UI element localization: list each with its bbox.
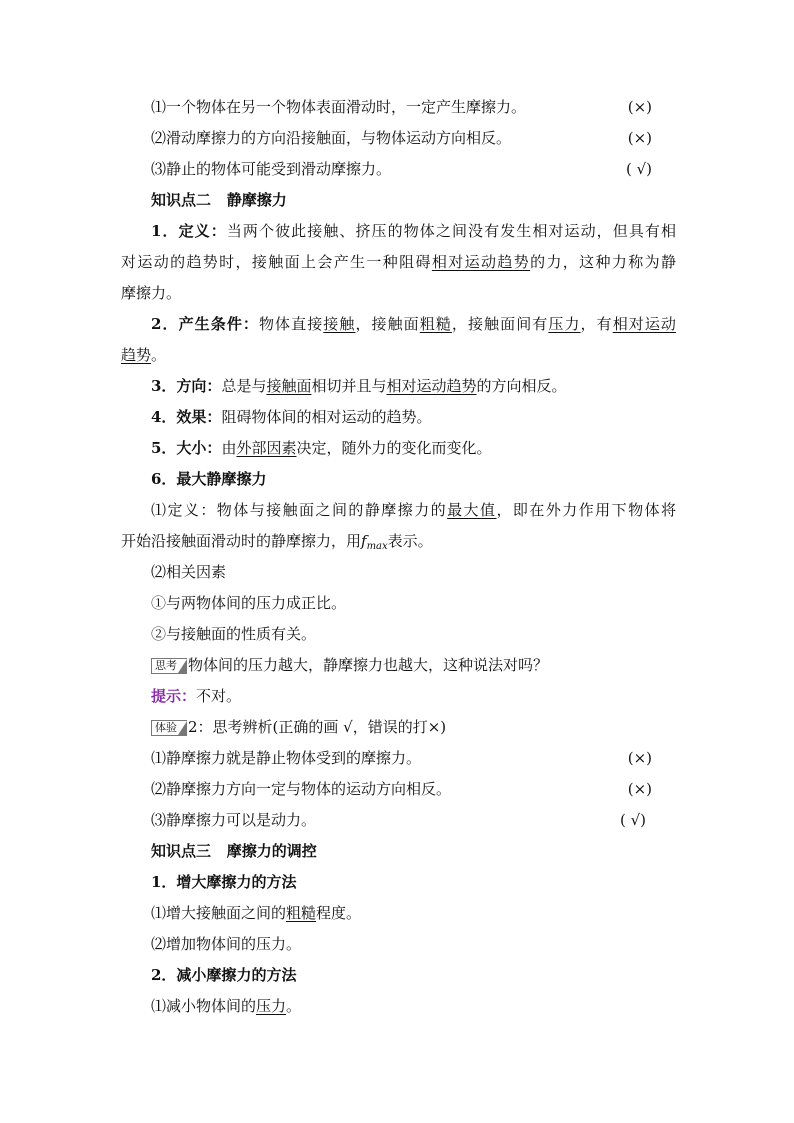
- factors-title: ⑵相关因素: [151, 563, 227, 581]
- conditions-line-2: 趋势。: [121, 346, 167, 364]
- answer-mark: (×): [627, 780, 652, 798]
- definition-line-1: 1．定义：当两个彼此接触、挤压的物体之间没有发生相对运动，但具有相: [151, 222, 676, 240]
- answer-mark: ( √): [625, 160, 652, 178]
- judge-item-5: ⑵静摩擦力方向一定与物体的运动方向相反。 (×): [151, 780, 652, 798]
- definition-line-3: 摩擦力。: [121, 284, 182, 302]
- factor-1: ①与两物体间的压力成正比。: [151, 594, 347, 612]
- max-definition-line-1: ⑴定义：物体与接触面之间的静摩擦力的最大值，即在外力作用下物体将: [151, 501, 676, 519]
- section-heading-friction-control: 知识点三 摩擦力的调控: [151, 842, 317, 860]
- experience-tag-icon: 体验: [151, 720, 187, 736]
- hint-label: 提示：: [151, 687, 197, 705]
- increase-item-2: ⑵增加物体间的压力。: [151, 935, 302, 953]
- conditions-line-1: 2．产生条件：物体直接接触，接触面粗糙，接触面间有压力，有相对运动: [151, 315, 676, 333]
- answer-mark: ( √): [619, 811, 646, 829]
- max-static-friction-heading: 6．最大静摩擦力: [151, 470, 267, 488]
- think-tag-icon: 思考: [151, 658, 187, 674]
- symbol-f: f: [361, 532, 367, 550]
- hint-line: 提示：不对。: [151, 687, 242, 705]
- answer-mark: (×): [627, 98, 652, 116]
- direction-line: 3．方向：总是与接触面相切并且与相对运动趋势的方向相反。: [151, 377, 567, 395]
- increase-item-1: ⑴增大接触面之间的粗糙程度。: [151, 904, 362, 922]
- judge-item-3: ⑶静止的物体可能受到滑动摩擦力。 ( √): [151, 160, 652, 178]
- increase-friction-heading: 1．增大摩擦力的方法: [151, 873, 297, 891]
- judge-item-1: ⑴一个物体在另一个物体表面滑动时，一定产生摩擦力。 (×): [151, 98, 652, 116]
- effect-line: 4．效果：阻碍物体间的相对运动的趋势。: [151, 408, 432, 426]
- answer-mark: (×): [627, 129, 652, 147]
- section-heading-static-friction: 知识点二 静摩擦力: [151, 191, 287, 209]
- factor-2: ②与接触面的性质有关。: [151, 625, 317, 643]
- max-definition-line-2: 开始沿接触面滑动时的静摩擦力，用$f_{max}$表示。: [121, 532, 433, 552]
- think-question: 思考 物体间的压力越大，静摩擦力也越大，这种说法对吗？: [151, 655, 676, 675]
- definition-line-2: 对运动的趋势时，接触面上会产生一种阻碍相对运动趋势的力，这种力称为静: [121, 253, 676, 271]
- decrease-friction-heading: 2．减小摩擦力的方法: [151, 966, 297, 984]
- decrease-item-1: ⑴减小物体间的压力。: [151, 997, 302, 1015]
- judge-item-4: ⑴静摩擦力就是静止物体受到的摩擦力。 (×): [151, 749, 652, 767]
- subscript-max: max: [366, 541, 388, 552]
- answer-mark: (×): [627, 749, 652, 767]
- size-line: 5．大小：由外部因素决定，随外力的变化而变化。: [151, 439, 492, 457]
- judge-item-2: ⑵滑动摩擦力的方向沿接触面，与物体运动方向相反。 (×): [151, 129, 652, 147]
- judge-item-6: ⑶静摩擦力可以是动力。 ( √): [151, 811, 646, 829]
- experience-prompt: 体验 2：思考辨析(正确的画 √，错误的打×): [151, 717, 676, 737]
